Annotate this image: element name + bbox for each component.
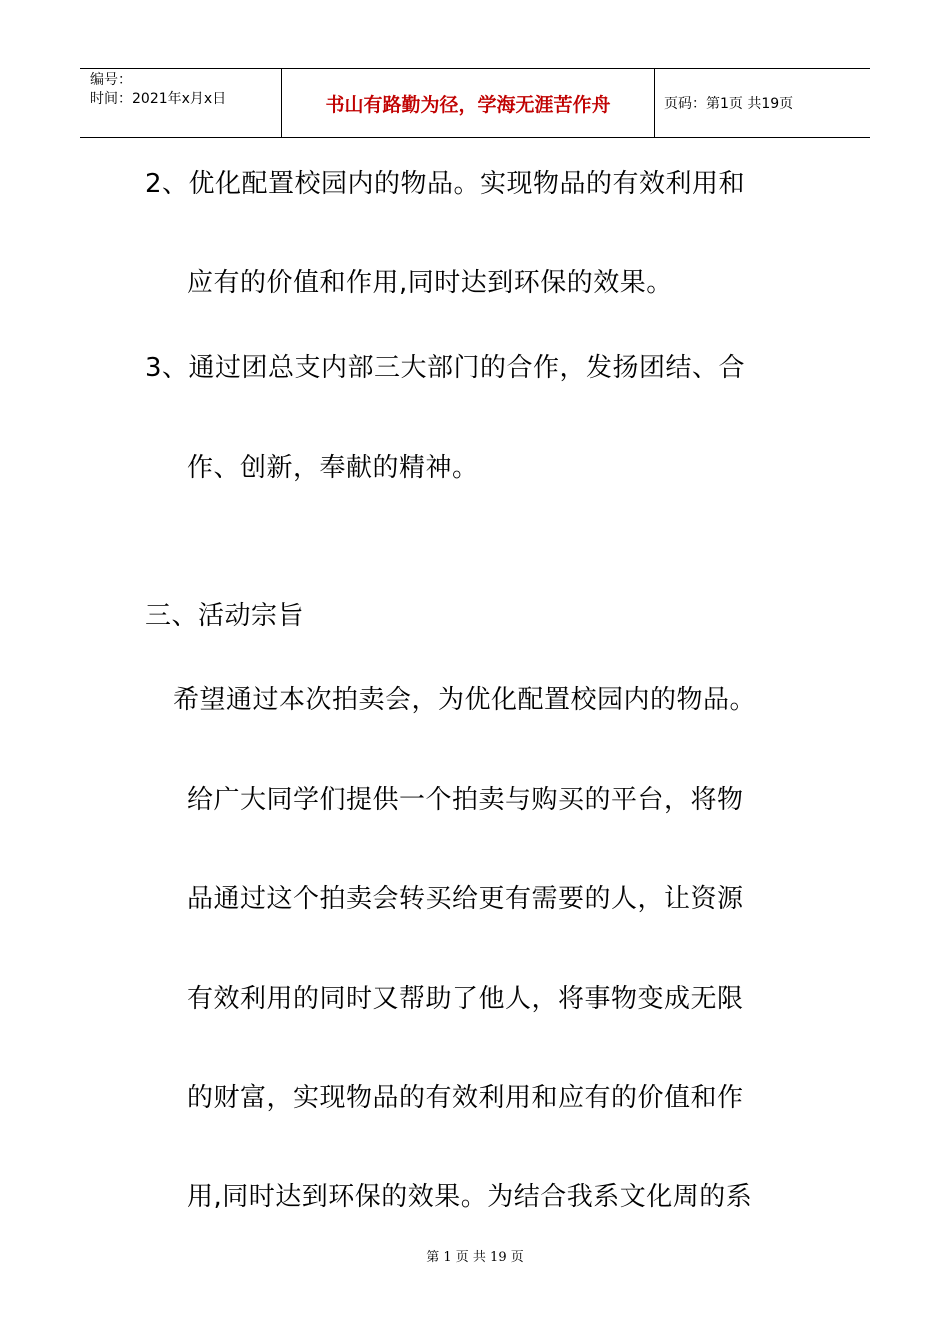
header-page-info: 页码：第1页 共19页 [664,96,794,112]
time-label: 时间：2021年x月x日 [90,91,227,107]
body-line-1: 2、优化配置校园内的物品。实现物品的有效利用和 [145,169,746,199]
body-line-7: 给广大同学们提供一个拍卖与购买的平台，将物 [187,785,744,815]
page-header [80,68,870,138]
body-line-9: 有效利用的同时又帮助了他人，将事物变成无限 [187,984,744,1014]
body-line-11: 用,同时达到环保的效果。为结合我系文化周的系 [187,1182,753,1212]
page-footer: 第 1 页 共 19 页 [426,1250,524,1265]
body-line-2: 应有的价值和作用,同时达到环保的效果。 [187,268,673,298]
header-motto: 书山有路勤为径，学海无涯苦作舟 [282,69,655,137]
number-label: 编号： [90,72,132,88]
body-line-6: 希望通过本次拍卖会，为优化配置校园内的物品。 [173,685,757,715]
section-heading: 三、活动宗旨 [145,601,305,631]
body-line-4: 作、创新，奉献的精神。 [187,453,479,483]
body-line-3: 3、通过团总支内部三大部门的合作，发扬团结、合 [145,353,746,383]
body-line-10: 的财富，实现物品的有效利用和应有的价值和作 [187,1083,744,1113]
body-line-8: 品通过这个拍卖会转买给更有需要的人，让资源 [187,884,744,914]
header-meta-cell [80,69,282,137]
